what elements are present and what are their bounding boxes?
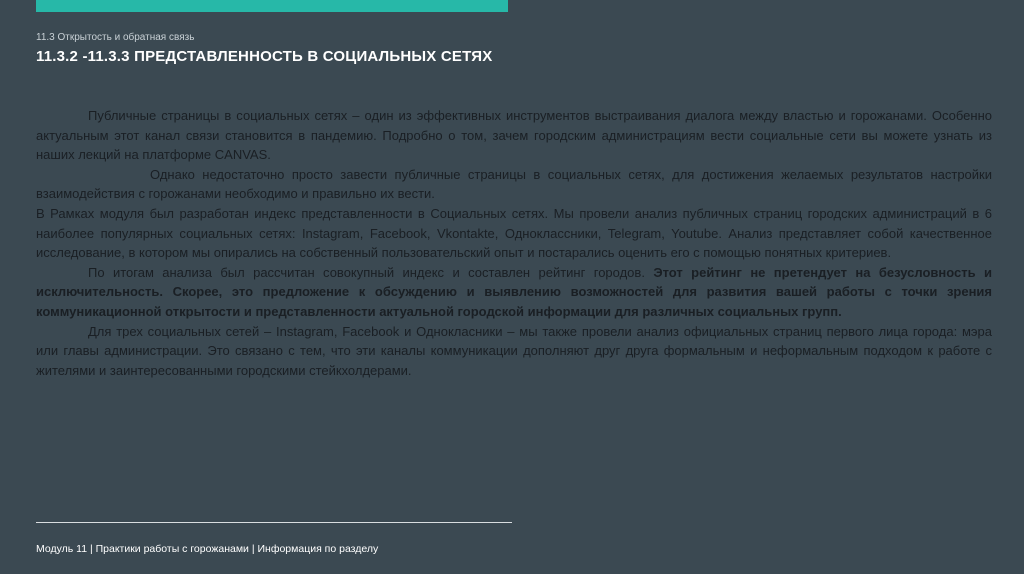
paragraph-4-bold: Этот рейтинг не претендует на безусловность и исключительность. Скорее, это предложение к обсуждению и выявлению возможностей для развития вашей работы с точки зрения коммуникационной открытости и представленности актуальной городской информации для различных социальных групп. <box>36 264 992 319</box>
paragraph-5: Для трех социальных сетей – Instagram, Facebook и Однокласники – мы также провели анализ официальных страниц первого лица города: мэра или главы администрации. Это связано с тем, что эти каналы коммуникации дополняют друг друга формальным и неформальным подходом к работе с жителями и заинтересованными городскими стейкхолдерами. <box>36 323 992 378</box>
paragraph-2: Однако недостаточно просто завести публичные страницы в социальных сетях, для достижения желаемых результатов настройки взаимодействия с горожанами необходимо и правильно их вести. <box>36 166 992 202</box>
accent-bar <box>36 0 508 12</box>
section-label: 11.3 Открытость и обратная связь <box>36 32 195 43</box>
paragraph-4 <box>36 263 992 322</box>
paragraph-4-text: По итогам анализа был рассчитан совокупный индекс и составлен рейтинг городов. <box>88 264 654 280</box>
paragraph-3: В Рамках модуля был разработан индекс представленности в Социальных сетях. Мы провели анализ публичных страниц городских администраций в 6 наиболее популярных социальных сетях: Instagram, Facebook, Vkontakte, Одноклассники, Telegram, Youtube. Анализ представляет собой качественное исследование, в котором мы опирались на собственный пользовательский опыт и постарались оценить его с помощью понятных критериев. <box>36 205 992 261</box>
body-text <box>36 106 992 380</box>
footer-divider <box>36 522 512 523</box>
page-title: 11.3.2 -11.3.3 ПРЕДСТАВЛЕННОСТЬ В СОЦИАЛЬНЫХ СЕТЯХ <box>36 48 493 65</box>
footer: Модуль 11 | Практики работы с горожанами | Информация по разделу <box>36 543 379 555</box>
paragraph-1: Публичные страницы в социальных сетях – один из эффективных инструментов выстраивания диалога между властью и горожанами. Особенно актуальным этот канал связи становится в пандемию. Подробно о том, зачем городским администрациям вести социальные сети вы можете узнать из наших лекций на платформе CANVAS. <box>36 108 992 163</box>
